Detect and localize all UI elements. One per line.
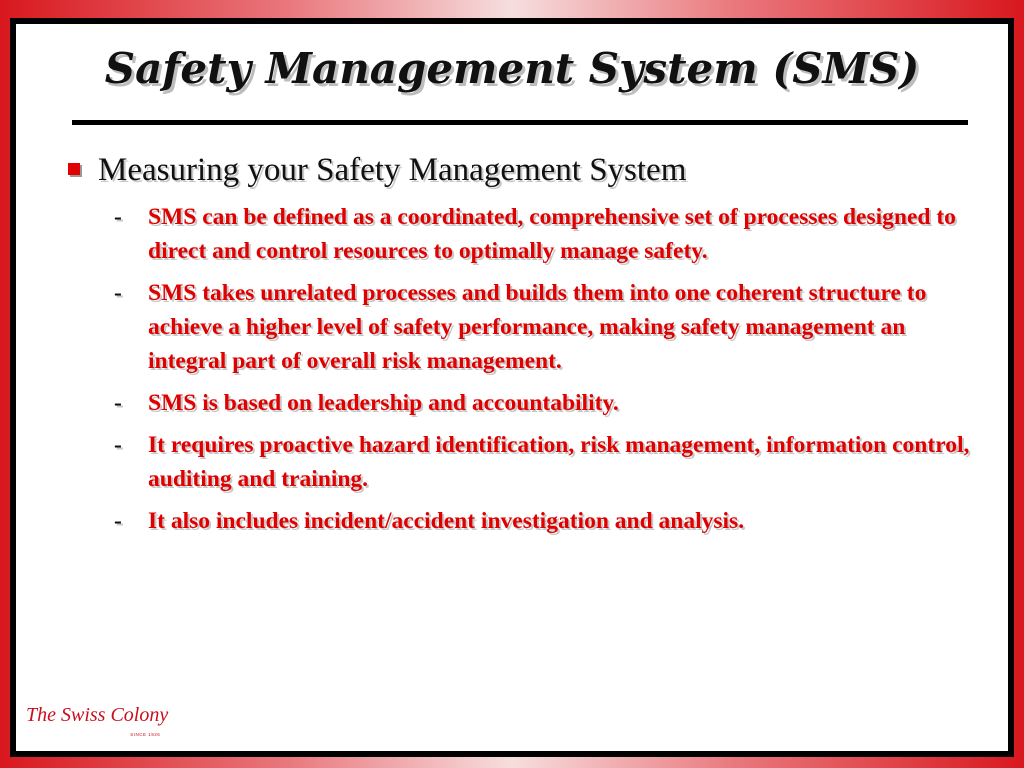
slide-content-area xyxy=(14,22,1010,753)
logo-wordmark: The Swiss Colony xyxy=(26,704,169,726)
sub-bullet-text: SMS can be defined as a coordinated, comprehensive set of processes designed to direct and control resources to optimally manage safety. xyxy=(148,204,956,264)
dash-bullet-icon: - xyxy=(114,204,122,230)
dash-bullet-icon: - xyxy=(114,432,122,458)
slide-frame xyxy=(10,18,1014,757)
main-bullet xyxy=(68,152,686,189)
sub-bullet-text: It also includes incident/accident investigation and analysis. xyxy=(148,508,745,534)
dash-bullet-icon: - xyxy=(114,508,122,534)
square-bullet-icon xyxy=(68,163,80,175)
sub-bullet-item xyxy=(114,428,974,496)
sub-bullet-item xyxy=(114,276,974,378)
sub-bullet-text: SMS takes unrelated processes and builds them into one coherent structure to achieve a higher level of safety performance, making safety management an integral part of overall risk management. xyxy=(148,280,927,374)
company-logo xyxy=(26,705,168,745)
sub-bullet-item xyxy=(114,386,974,420)
dash-bullet-icon: - xyxy=(114,390,122,416)
logo-tagline: SINCE 1926 xyxy=(130,732,161,737)
sub-bullet-list xyxy=(114,200,974,546)
sub-bullet-text: It requires proactive hazard identification, risk management, information control, auditing and training. xyxy=(148,432,970,492)
title-divider xyxy=(72,120,968,125)
sub-bullet-text: SMS is based on leadership and accountability. xyxy=(148,390,619,416)
sub-bullet-item xyxy=(114,200,974,268)
dash-bullet-icon: - xyxy=(114,280,122,306)
main-bullet-text: Measuring your Safety Management System xyxy=(98,152,687,188)
slide-title: Safety Management System (SMS) xyxy=(104,44,920,93)
sub-bullet-item xyxy=(114,504,974,538)
